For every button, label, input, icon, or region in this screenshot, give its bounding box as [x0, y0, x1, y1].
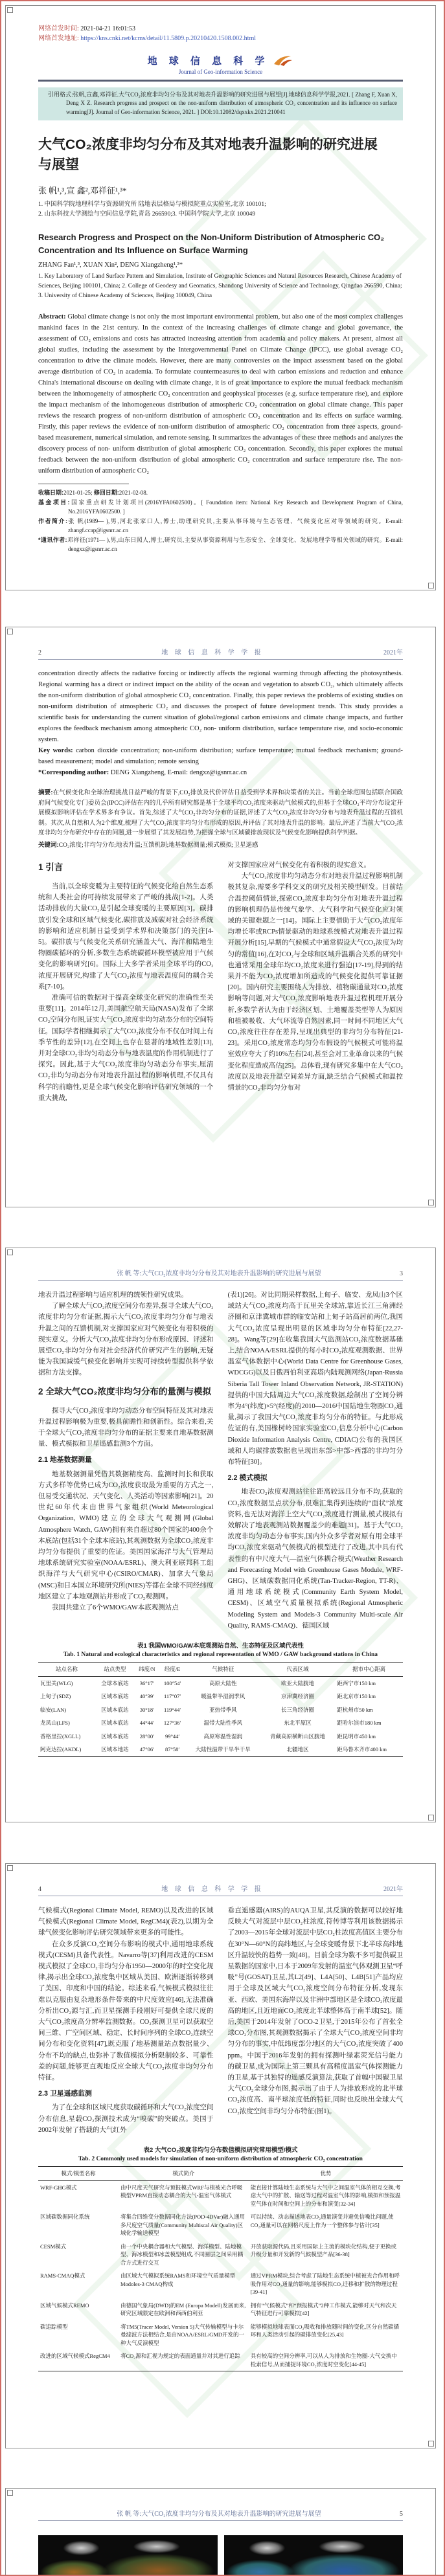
station-type: 区域本底站 [101, 1719, 129, 1727]
keywords-label: Key words: [38, 747, 73, 754]
model-name: 区域碳数据同化系统 [40, 2213, 90, 2221]
journal-logo-en: Journal of Geo-information Science [178, 69, 263, 75]
author-bio-label: 作者简介: [38, 517, 67, 524]
station-name: 上甸子(SDZ) [40, 1693, 71, 1700]
station-type: 区域本底站 [101, 1693, 129, 1700]
table-row [38, 2349, 403, 2371]
latitude: 30°18′ [139, 1706, 154, 1713]
model-name: CESM模式 [40, 2243, 67, 2250]
station-name: 阿克达拉(AKDL) [40, 1746, 82, 1753]
abstract-cn-text: 在气候变化和全球治理挑战日益严峻的背景下,CO₂排放及代价评估日益受到学术界和决策者的关注。当前全球范围包括联合国政府间气候变化专门委员会(IPCC)评估在内的几乎所有研究都是基于全球平均CO₂浓度来驱动气候模式的,但基于全球CO₂平均分布设定开展模拟影响评估在学术界多有争议。首先,综述了大气CO₂非均匀分布的证据,评述了大气CO₂浓度非均匀分布与地表升温过程的互馈机制。其次,从自然和人为2个维度,梳理了大气CO₂浓度非均匀分布形成的原因,并评估了其对地表升温的影响。最后,评述了当前大气CO₂浓度非均匀分布研究中存在的问题,进一步展望了其发展趋势,为把握全球与区域碳排放现状及气候变化影响提供科学判据。 [38, 790, 403, 836]
paragraph: 我国共建立了6个WMO/GAW本底观测站点 [52, 1604, 179, 1612]
table-1 [38, 1662, 403, 1757]
running-head [38, 1883, 403, 1893]
running-journal-title: 地 球 信 息 科 学 学 报 [161, 1886, 264, 1893]
model-description: 将TM5(Tracer Model, Version 5)大气传输模型与卡尔曼滤波方法相结合,是由NOAA/ESRL/GMD开发的一种大气反演模型 [120, 2323, 245, 2346]
revised-value: 2021-02-08. [119, 489, 148, 496]
distance-to-city: 距西宁市150 km [337, 1679, 376, 1686]
represent-region: 东北平原区 [284, 1719, 312, 1727]
distance-to-city: 距杭州市50 km [337, 1706, 373, 1713]
climate-feature: 亚热带季风 [209, 1706, 237, 1713]
represent-region: 长三角经济圈 [281, 1706, 315, 1713]
page-number: 3 [400, 1270, 403, 1277]
citation-text: 引用格式:张帆,宣鑫,邓祥征.大气CO₂浓度非均匀分布及其对地表升温影响的研究进展与展望[J].地球信息科学学报,2021. [ Zhang F, Xuan X, Deng X Z. Research progress and prospect on the non-uniform distribution of atmospheric CO₂ concentration and its influence on surface warming[J]. Journal of Geo-information Science, 2021. ] DOI:10.12082/dqxxkx.2021.210041 [48, 91, 397, 115]
distance-to-city: 距昆明市450 km [337, 1732, 376, 1740]
abstract-cn [38, 788, 403, 839]
keywords-cn-line [38, 840, 403, 851]
received-label: 收稿日期: [38, 489, 63, 496]
section-2-3-heading: 2.3 卫星遥感监测 [38, 2090, 92, 2098]
model-advantage: 开放获取源代码,且采用国际上主流的模块化结构,便于更换或升级分量和开发新的气候模型产品[36-38] [250, 2243, 397, 2258]
model-description: 由中尺度天气研究与预报模式WRF与植被光合呼吸模型VPRM直接动态耦合的大气-温室气体模式 [120, 2184, 243, 2199]
paragraph: 地基数据测量凭借其数据精度高、监测时间长和获取方式多样等优势已成为CO₂浓度获取最为重要的方式之一,但易受交通状况、天气变化、人类活动等因素影响[21]。20世纪60年代末由世界气象组织(World Meteorological Organization, WMO)建立的全球大气观测网(Global Atmosphere Watch, GAW)拥有来自超过80个国家的400余个本底站(包括31个全球本底站),其观测数据为全球CO₂浓度非均匀分布提供了重要的佐证。美国国家海洋与大气管理局地球系统研究实验室(NOAA/ESRL)、澳大利亚联邦科工组织海洋与大气研究中心(CSIRO/CMAR)、加拿大气象局(MSC)和日本国立环境研究所(NIES)等都在全球不同经纬度地区建立了本地观测站并形成了CO₂观测网。 [38, 1470, 214, 1600]
paragraph: (表1)[26]。对比同期采样数据,上甸子、临安、龙凤山3个区域站大气CO₂浓度均高于瓦里关全球站,靠近长江三角洲经济圈和京津冀城市群的临安站和上甸子站高居前两位,我国大气CO₂浓度呈现出明显的区域非均匀分布特征[22,27-28]。Wang等[29]在收集我国大气监测站CO₂浓度数据基础上,结合NOAA/ESRL提供的每小时CO₂浓度观测数据、世界温室气体数据中心(World Data Centre for Greenhouse Gases, WDCGG)以及日俄西伯利亚高塔内陆观测网络(Japan-Russia Siberia Tall Tower Inland Observation Network, JR-STATION)提供的中国大陆周边大气CO₂浓度数据,绘制出了空间分辨率为4°(纬度)×5°(经度)的2010—2016中国陆地生物圈CO₂通量,揭示了我国大气CO₂浓度非均匀分布的特征。与此形成佐证的有,美国橡树岭国家实验室CO₂信息分析中心(Carbon Dioxide Information Analysis Centre, CDIAC)公布的我国区域和人均碳排放数据也呈现出东部>中部>西部的非均匀分布特征[30]。 [227, 1292, 403, 1466]
distance-to-city: 距哈尔滨市180 km [337, 1719, 382, 1727]
model-description: 由一个中央耦合器和大气模型、海洋模型、陆地模型、海冰模型和冰盖模型组成,不同圈层之间采用耦合方式进行交互 [120, 2243, 244, 2266]
section-2-1-heading: 2.1 地基数据测量 [38, 1456, 92, 1464]
latitude: 28°00′ [139, 1732, 154, 1740]
foundation-line [38, 498, 403, 517]
footnotes [38, 488, 403, 554]
author-bio-value: 张 帆(1989— ),男,河北张家口人,博士,助理研究员,主要从事环境与生态管理、气候变化应对等领域的研究。E-mail: zhangf.ccap@igsnrr.ac.cn [67, 517, 403, 533]
paragraph: 为了在全球和区域尺度获取碳循环和大气CO₂浓度空间分布信息,星载CO₂探测技术成为“嗅碳”的突破点。美国于2002年发射了搭载的大气红外 [38, 2104, 214, 2134]
model-name: 区域气候模式REMO [40, 2302, 89, 2309]
abstract-text: Global climate change is not only the most important environmental problem, but also one of the most complex challenges mankind faces in the 21st century. In the context of the increasing challenges of climate change and global governance, the assessment of CO₂ emissions and costs has attracted increasing attention from academia and policy makers. At present, almost all global studies, including the assessment by the Intergovernmental Panel on Climate Change (IPCC), use global average CO₂ concentration to drive the climate models. However, there are many controversies on the impact assessment based on the global average distribution of CO₂ in academia. To formulate countermeasures to deal with carbon emissions and reduction and enhance China's international discourse on dealing with climate change, it is of great importance to explore the mutual feedback mechanism between the inhomogeneity of atmospheric CO₂ concentration and geophysical processes (e.g. surface temperature rise), and explore the impact mechanism of the inhomogeneous distribution of atmospheric CO₂ concentration on global climate change. This paper reviews the research progress of non-uniform distribution of atmospheric CO₂ concentration and its effects on surface warming. Firstly, this paper reviews the evidence of non-uniform distribution of atmospheric CO₂ concentration from three aspects, ground-based measurement, numerical simulation, and remote sensing. It summarizes the advantages of these three methods and analyzes the discovery process of non- uniform distribution of global atmospheric CO₂ concentration. Secondly, this paper explores the mutual feedback between the non-uniform distribution of global atmospheric CO₂ concentration and surface temperature rise. The non-uniform distribution of atmospheric CO₂ [38, 313, 404, 475]
distance-to-city: 距乌鲁木齐市400 km [337, 1746, 387, 1753]
longitude: 100°54′ [163, 1679, 181, 1686]
station-type: 区域本底站 [101, 1732, 129, 1740]
page-number: 2 [38, 649, 41, 656]
foundation-label: 基金项目: [38, 498, 70, 506]
column-right [228, 1290, 404, 1631]
citation-box [38, 87, 403, 121]
table-row [38, 1716, 403, 1730]
paragraph: 准确可信的数据对于提高全球变化研究的准确性至关重要[11]。2014年12月,美国航空航天局(NASA)发布了全球CO₂空间分布图,证实大气CO₂浓度非均匀动态分布的空间特征。国际学者相继揭示了大气CO₂浓度分布不仅在时间上有季节性的差异[12],在空间上也存在显著的地域性差别[13],并对全球CO₂非均匀动态分布与地表温度的作用机制进行了探究。因此,基于大气CO₂浓度非均匀动态分布事实,厘清CO₂非均匀动态分布对地表升温过程的影响机理,不仅具有科学的前瞻性,更是全球气候变化影响评估研究领域的一个重大挑战, [38, 994, 214, 1102]
corresponding-en-label: *Corresponding author: [38, 769, 109, 776]
table2-body [38, 2180, 403, 2371]
table-row [38, 1690, 403, 1703]
paragraph: 当前,以全球变暖为主要特征的气候变化给自然生态系统和人类社会的可持续发展带来了严峻的挑战[1-2]。人类活动排放的大量CO₂是引起全球变暖的主要原因[3]。碳排放引发全球和区域气候变化,碳排放及减碳对社会经济系统的影响和适应机制日益受到学术界和决策部门的关注[4-5]。碳排放与气候变化关系研究涵盖大气、海洋和陆地生物圈碳循环的分析,多数生态系统碳循环模型被应用于气候变化的影响研究[6]。国际上大多学者采用全球平均的CO₂浓度开展研究,构建了大气CO₂浓度与地表温度间的耦合关系[7-10]。 [38, 883, 214, 991]
corresponding-label: *通讯作者: [38, 536, 67, 543]
longitude: 127°36′ [163, 1719, 181, 1727]
represent-region: 欧亚大陆腹地 [281, 1679, 315, 1686]
publish-time-value: 2021-04-21 16:01:53 [80, 25, 135, 32]
page-number: 4 [38, 1886, 41, 1893]
abstract-en-part2: concentration directly affects the radiative forcing or indirectly affects the regional warming through affecting the photosynthesis. Regional warming has a direct or indirect impact on the ability of the ocean and vegetation to absorb CO₂, which ultimately affects the non-uniform distribution of global atmospheric CO₂ concentration. Finally, this paper reviews the problems of existing studies on non-uniform distribution of atmospheric CO₂ and discusses the prospect of future development trends. This study provides a scientific basis for understanding the current situation of global/regional carbon emissions and climate change impacts, and further explores the feedback mechanism among atmospheric CO₂ non- uniform distribution, surface temperature rise, and socio-economic system. [38, 670, 403, 743]
co2-satellite-map-right [224, 2535, 404, 2576]
page-corner-mark [7, 2490, 13, 2496]
model-name: 碳追踪模型 [40, 2323, 68, 2330]
keywords-en: carbon dioxide concentration; non-uniform distribution; surface temperature; mutual feedback mechanism; ground-based measurement; model and simulation; remote sensing [38, 747, 403, 765]
station-name: 香格里拉(XGLL) [40, 1732, 81, 1740]
running-head [38, 647, 403, 656]
table1-header: 据市中心距离 [335, 1663, 403, 1677]
authors-cn: 张 帆¹,³,宣 鑫²,邓祥征¹,³* [38, 186, 127, 196]
running-year: 2021年 [383, 1886, 403, 1893]
foundation-value: 国家重点研发计划项目(2016YFA0602500)。[ Foundation item: National Key Research and Development Program of China, No.2016YFA0602500. ] [68, 498, 404, 515]
table-2 [38, 2166, 403, 2371]
journal-logo [38, 54, 403, 76]
abstract-en-part1 [38, 311, 403, 476]
model-description: 由德国气象局(DWD)的EM (Europa Modell)发展而来,研究区域限定在欧洲和西西伯利亚 [120, 2302, 246, 2317]
page-5 [5, 2488, 436, 2576]
model-description: 将集合四维变分数据同化方法(POD-4DVar)融入通用多尺度空气质量(Community Multiscal Air Quality)区域化学输送模型 [120, 2213, 245, 2237]
running-head-rule [38, 2520, 403, 2521]
table2-caption-en: Tab. 2 Commonly used models for simulation of non-uniform distribution of atmospheric CO₂ concentration [78, 2156, 363, 2163]
station-type: 全球本底站 [101, 1679, 129, 1686]
article-title-cn: 大气CO₂浓度非均匀分布及其对地表升温影响的研究进展与展望 [38, 137, 378, 172]
abstract-cn-label: 摘要: [38, 789, 53, 796]
climate-feature: 温带大陆性季风 [203, 1719, 243, 1727]
page-corner-mark [7, 7, 13, 13]
authors-en: ZHANG Fan¹,³, XUAN Xin², DENG Xiangzheng¹,³* [38, 262, 183, 269]
page-corner-mark [7, 1865, 13, 1871]
page-corner-mark [428, 2441, 434, 2447]
author-bio-line [38, 517, 403, 535]
station-name: 临安(LAN) [40, 1706, 67, 1713]
longitude: 119°44′ [164, 1706, 181, 1713]
model-advantage: 可以持续、动态描述地表CO₂通量演变并避免信噪比问题,使CO₂通量可以在网格尺度上作为一个整体参与估计[35] [250, 2213, 394, 2228]
figure-1 [38, 2535, 403, 2576]
table2-header-row [38, 2167, 403, 2181]
latitude: 47°06′ [139, 1746, 154, 1753]
page-1 [5, 5, 436, 590]
longitude: 117°07′ [164, 1693, 181, 1700]
page-number: 5 [400, 2511, 403, 2518]
affiliation-en: 1. Key Laboratory of Land Surface Pattern and Simulation, Institute of Geographic Sciences and Natural Resources Research, Chinese Academy of Sciences, Beijing 100101, China; 2. College of Geodesy and Geomatics, Shandong University of Science and Technology, Qingdao 266590, China; 3. University of Chinese Academy of Sciences, Beijing 100049, China [38, 273, 402, 299]
table2-caption-cn: 表2 大气CO₂浓度非均匀分布数值模拟研究常用模型/模式 [143, 2147, 298, 2155]
revised-label: 修回日期: [93, 489, 119, 496]
station-type: 区域本底站 [101, 1706, 129, 1713]
station-name: 龙凤山(LFS) [40, 1719, 70, 1727]
model-description: 由区域大气模拟系统RAMS和环境空气质量模型Modoles-3 CMAQ构成 [120, 2272, 236, 2287]
table1-header: 站点类型 [95, 1663, 135, 1677]
publish-time-label: 网络首发时间: [38, 25, 79, 32]
represent-region: 青藏高原横断山区腹地 [270, 1732, 326, 1740]
keywords-cn: CO₂浓度;非均匀分布;地表升温;互馈机制;地基数据测量;模式模拟;卫星遥感 [58, 842, 258, 849]
corresponding-en-line [38, 767, 403, 778]
received-date-line [38, 488, 403, 498]
running-year: 2021年 [383, 649, 403, 656]
running-head [38, 2508, 403, 2518]
section-1-heading: 1 引言 [38, 862, 63, 872]
page-corner-mark [7, 1249, 13, 1255]
paragraph: 了解全球大气CO₂浓度空间分布差异,探寻全球大气CO₂浓度非均匀分布证据,揭示大气CO₂浓度非均匀分布与地表升温之间的互馈机制,对支撑国家应对气候变化有着积极的现实意义。分析大气CO₂浓度非均匀分布形成原因、评述和展望CO₂非均匀分布对社会经济代价研究产生的影响,无疑能为我国减缓气候变化影响并实现可持续转型提供科学依据和方法支撑。 [38, 1303, 214, 1377]
latitude: 40°39′ [139, 1693, 154, 1700]
running-journal-title: 地 球 信 息 科 学 学 报 [161, 649, 264, 656]
table1-header: 纬度/N [135, 1663, 159, 1677]
section-2-heading: 2 全球大气CO₂浓度非均匀分布的量测与模拟 [38, 1386, 212, 1396]
paragraph: 地表CO₂浓度观测站往往距离较远且分布不均,获取的CO₂浓度数据呈点状分布,很难汇集得到连续的“面状”浓度资料,也无法对海洋上空大气CO₂浓度进行测量,模式模拟有效解决了地表观测站数据覆盖少的难题[31]。基于大气CO₂浓度非均匀动态分布事实,国内外众多学者对原有用全球平均CO₂浓度来驱动气候模式的模型进行了改进,其中具有代表性的有中尺度大气—温室气体耦合模式(Weather Research and Forecasting Model with Greenhouse Gases Module, WRF-GHG)、区域碳数据同化系统(Tan-Tracker-Region, TT-R)、通用地球系统模式(Community Earth System Model, CESM)、区域空气质量模拟系统(Regional Atmospheric Modeling System and Models-3 Community Multi-scale Air Quality, RAMS-CMAQ)、德国区域 [227, 1488, 403, 1630]
column-left [38, 1290, 214, 1631]
table2-header: 模式简介 [119, 2167, 249, 2181]
co2-satellite-map-left [38, 2535, 218, 2576]
table-row [38, 2299, 403, 2320]
model-name: WRF-GHG模式 [40, 2184, 77, 2191]
climate-feature: 大陆性温带干旱半干旱 [195, 1746, 251, 1753]
corresponding-en-value: DENG Xiangzheng, E-mail: dengxz@igsnrr.ac.cn [110, 769, 247, 776]
affiliation-cn-1: 1. 中国科学院地理科学与资源研究所 陆地表层格局与模拟院重点实验室,北京 100101; [38, 201, 266, 208]
table-row [38, 1703, 403, 1717]
page-4 [5, 1863, 436, 2448]
corresponding-author-line [38, 535, 403, 554]
journal-logo-cn: 地 球 信 息 科 学 [147, 56, 269, 67]
column-left [38, 1905, 214, 2136]
page-2 [5, 627, 436, 1207]
model-name: 改进的区域气候模式RegCM4 [40, 2353, 110, 2360]
corresponding-value: 邓祥征(1971— ),男,山东日照人,博士,研究员,主要从事资源利用与生态安全、全球变化、发展地理学等相关领域的研究。E-mail: dengxz@igsnrr.ac.cn [67, 536, 404, 552]
paragraph: 探寻大气CO₂浓度非均匀动态分布空间特征及其对地表升温过程影响极为重要,极具前瞻性和创新性。综合来看,关于全球大气CO₂浓度非均匀分布的证据主要来自地基数据测量、模式模拟和卫星遥感监测3个方面。 [38, 1407, 214, 1448]
publish-addr-label: 网络首发地址: [38, 35, 79, 42]
table1-caption-en: Tab. 1 Natural and ecological characteristics and regional representation of WMO / GAW background stations in China [63, 1652, 378, 1659]
page-3 [5, 1248, 436, 1822]
table-row [38, 1743, 403, 1756]
table1-header: 气候特征 [186, 1663, 260, 1677]
table1-header: 站点名称 [38, 1663, 95, 1677]
section-2-2-heading: 2.2 模式模拟 [227, 1474, 268, 1483]
represent-region: 北疆地区 [286, 1746, 309, 1753]
longitude: 87°58′ [165, 1746, 180, 1753]
table-row [38, 2269, 403, 2299]
running-head [38, 1268, 403, 1277]
column-right [228, 860, 404, 1104]
journal-logo-icon [271, 54, 293, 67]
column-left [38, 860, 214, 1104]
table-row [38, 2240, 403, 2270]
header-rule [38, 80, 403, 82]
model-description: 将CO₂源和汇视为规定的表面通量并对其进行追踪 [120, 2353, 240, 2360]
model-name: RAMS-CMAQ模式 [40, 2272, 86, 2279]
model-advantage: 能够模拟地球表面CO₂吸收和排放随时间的变化,区分自然碳循环和人类活动引起的碳排放变化[25,43] [250, 2323, 400, 2338]
paragraph: 气候模式(Regional Climate Model, REMO)以及改进的区域气候模式(Regional Climate Model, RegCM4)(表2),以期为全球气候变化影响评估研究领域带来更多的可能性。 [38, 1907, 214, 1937]
paragraph: 在众多反演CO₂空间分布影响的模式中,通用地球系统模式(CESM)具备代表性。Navarro等[37]利用改进的CESM模式模拟了全球CO₂非均匀分布1950—2000年的时空变化规律,揭示出全球CO₂浓度集中区域从美国、欧洲逐渐转移到了美国、印度和中国的结论。综述来看,气候模式模拟往往难以克服由复杂地形条件带来的中尺度效应[46],无法准确分析出CO₂源与汇,而卫星探测手段刚好可提供全球尺度的大气CO₂浓度高分辨率监测数据。CO₂探测卫星可以获取空间三维、广空间区域、稳定、长时间序列的全球CO₂连续空间分布和变化资料[47],既克服了地基测量站点数据量少、分布不均的缺点,也弥补了数值模拟分析限制较多、可靠性差的问题,能够更直观地反应全球大气CO₂浓度非均匀分布特征。 [38, 1940, 214, 2082]
table1-header-row [38, 1663, 403, 1677]
paragraph: 对支撑国家应对气候变化有着积极的现实意义。 [227, 862, 371, 869]
page-corner-mark [7, 629, 13, 634]
paragraph: 地表升温过程影响与适应机理的统领性研究成果。 [38, 1292, 188, 1299]
climate-feature: 暖温带半湿润季风 [201, 1693, 245, 1700]
model-advantage: 通过VPRM模块,综合考虑了陆地生态系统中植被光合作用和呼吸作用对CO₂通量的影响,能够模拟CO₂迁移和扩散的物理过程[39-41] [250, 2272, 400, 2296]
page-corner-mark [428, 1200, 434, 1205]
model-advantage: 拥有“气候模式”和“预报模式”2种工作模式,能够对天气和次天气特征进行可靠模拟[42] [250, 2302, 397, 2317]
station-type: 区域本地站 [101, 1746, 129, 1753]
table-row [38, 2320, 403, 2350]
table1-header: 代表区域 [260, 1663, 335, 1677]
running-article-title: 张 帆 等:大气CO₂浓度非均匀分布及其对地表升温影响的研究进展与展望 [117, 1270, 321, 1277]
page-corner-mark [428, 583, 434, 588]
online-first-meta [38, 24, 403, 43]
latitude: 44°44′ [139, 1719, 154, 1727]
article-title-en: Research Progress and Prospect on the Non-Uniform Distribution of Atmospheric CO₂ Concentration and Its Influence on Surface Warming [38, 232, 385, 255]
paragraph: 垂直遥感器(AIRS)的AUQA卫星,其反演的数据可以较好地反映大气对流层中层CO₂柱浓度,符传博等利用该数据揭示了2003—2015年全球对流层中层CO₂柱浓度高值区主要分布在30°N—60°N的高纬地区,与全球变暖背景下北半球高纬地区升温较快的趋势一致[48]。目前全球为数不多可提供碳卫星数据的国家中,日本于2009年发射的温室气体观测卫星“呼吸”号(GOSAT)卫星,其L2[49]、L4A[50]、L4B[51]产品均应用于全球及区域大气CO₂浓度空间分布特征分析,发现东亚、西欧、美国东海岸以及非洲中部地区是全球CO₂浓度最高的地区,且近地面CO₂浓度北半球整体高于南半球[52]。随后,美国于2014年发射了OCO-2卫星,于2015年公布了首张全球CO₂分布图,其观测数据揭示了全球大气CO₂浓度空间非均匀分布的事实,中低纬度部分地区的大气CO₂浓度突破了400 ppm。中国于2016年发射的拥有探测叶绿素荧光信号能力的碳卫星,成为国际上第三颗具有高精度温室气体探测能力的卫星,基于其独特的遥感反演算法,获取了首幅中国碳卫星大气CO₂全球分布图,揭示出了由于人为排放形成的北半球CO₂浓度高、南半球浓度低的特征,同时也反映出全球大气CO₂浓度空间非均匀分布特征(图1)。 [227, 1907, 403, 2115]
table-row [38, 1676, 403, 1690]
table2-header: 模式/模型名称 [38, 2167, 119, 2181]
longitude: 99°44′ [165, 1732, 180, 1740]
table1-header: 经度/E [159, 1663, 186, 1677]
latitude: 36°17′ [139, 1679, 154, 1686]
table2-header: 优势 [249, 2167, 403, 2181]
climate-feature: 高原寒温性湿润 [203, 1732, 243, 1740]
table1-body [38, 1676, 403, 1756]
distance-to-city: 距北京市150 km [337, 1693, 376, 1700]
model-advantage: 具有较高的空间分辨率,可以从人为排放和生物圈-大气交换中检索信号,从而捕捉环境CO₂浓度时空变化[44-45] [250, 2353, 397, 2368]
table1-caption-cn: 表1 我国WMO/GAW本底观测站自然、生态特征及区域代表性 [137, 1642, 304, 1650]
column-right [228, 1905, 404, 2136]
abstract-label: Abstract: [38, 313, 66, 320]
publish-url-link[interactable]: https://kns.cnki.net/kcms/detail/11.5809.p.20210420.1508.002.html [80, 35, 257, 42]
table-row [38, 2210, 403, 2240]
received-value: 2021-01-25; [63, 489, 94, 496]
table-row [38, 1730, 403, 1743]
station-name: 瓦里关(WLG) [40, 1679, 73, 1686]
running-article-title: 张 帆 等:大气CO₂浓度非均匀分布及其对地表升温影响的研究进展与展望 [117, 2511, 321, 2518]
running-head-rule [38, 1280, 403, 1281]
climate-feature: 高原大陆性 [209, 1679, 237, 1686]
keywords-en-line [38, 745, 403, 767]
paragraph: 大气CO₂浓度非均匀动态分布对地表升温过程影响机制极其复杂,需要多学科交叉的研究及相关模型研发。目前结合温控阈值情景,探索CO₂浓度非均匀分布对地表升温过程的影响机理仍是传统气象学、大气科学和气候变化应对领域的关键难题之一[14]。国际上主要借助于大气CO₂浓度年均增长率或RCPs情景驱动的地球系统模式对地表升温过程开展分析[15],早期的气候模式中通常假设大气CO₂浓度为均匀的常值[16],在对CO₂与全球和区域升温耦合关系的研究中也通常采用全球年均CO₂浓度来进行强迫[17-19],得到的结果并不能为CO₂浓度增加所造成的气候变化提供可靠证据[20]。国内研究主要围绕人为排放、植物碳通量对CO₂浓度影响等问题,对大气CO₂浓度影响地表升温过程机理开展分析,多数学者认为由于经济区划、土地覆盖类型等人为原因和植被吸收、大气环流等自然因素,同一时间不同地区大气CO₂浓度往往存在差异,呈现出典型的非均匀分布特征[21-23]。采用CO₂浓度常态均匀分布假设的气候模式可能将温室效应夸大了约10%左右[24],甚至会对工业革命以来的气候变化程度造成高估[25]。总体看,现有研究多集中在大气CO₂浓度以及地表升温空间差异方面,缺乏结合气候模式和温控情景的CO₂非均匀分布对 [227, 873, 403, 1092]
keywords-cn-label: 关键词: [38, 841, 59, 849]
model-advantage: 能直接计算陆地生态系统与大气中之间温室气体的相互交换,考虑大气中的扩散、输送等过程对温室气体的影响,模拟和预报温室气体在时间和空间上的分布和演变[32-34] [250, 2184, 401, 2207]
affiliation-cn-2: 2. 山东科技大学测绘与空间信息学院,青岛 266590;3. 中国科学院大学,北京 100049 [38, 211, 256, 218]
represent-region: 京津冀经济圈 [281, 1693, 315, 1700]
page-corner-mark [428, 1815, 434, 1820]
table-row [38, 2180, 403, 2210]
running-head-rule [38, 659, 403, 660]
